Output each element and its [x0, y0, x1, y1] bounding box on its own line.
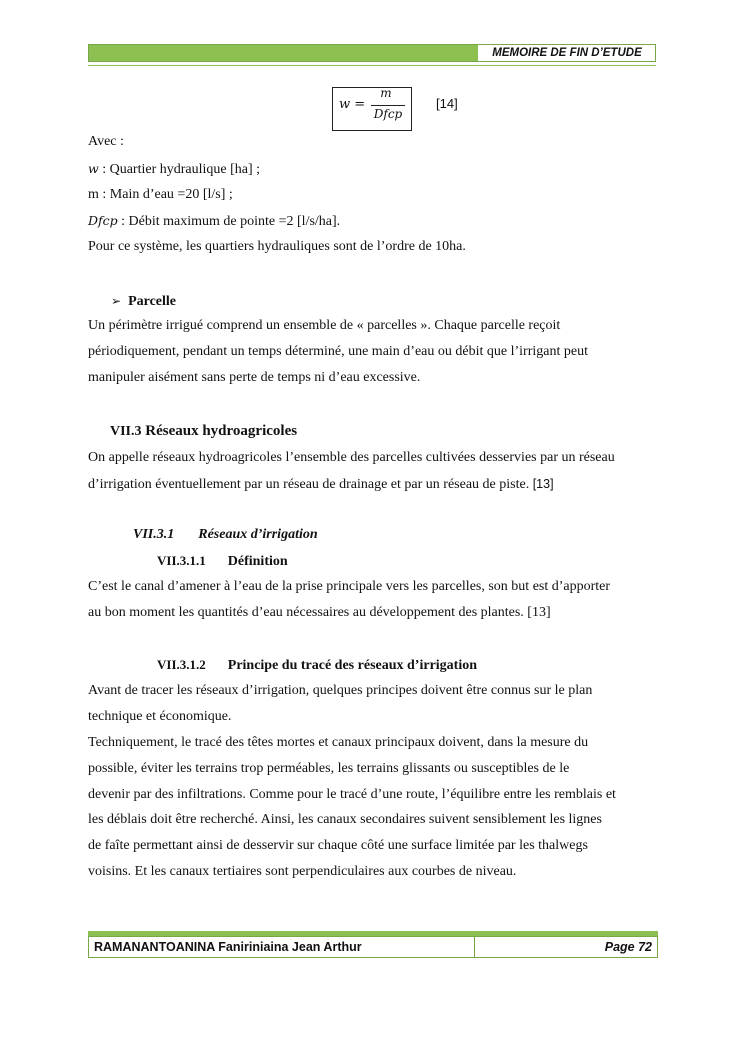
section-title: Réseaux hydroagricoles — [145, 423, 298, 439]
subsection-number: VII.3.1 — [133, 527, 175, 542]
definition-w-text: : Quartier hydraulique [ha] ; — [98, 162, 261, 177]
formula-fraction-bar — [371, 105, 405, 106]
formula-lhs: w = — [339, 97, 366, 112]
principe-line-3: Techniquement, le tracé des têtes mortes et canaux principaux doivent, dans la mesure du — [88, 735, 589, 750]
parcelle-heading — [111, 292, 176, 311]
heading-number: VII.3.1.2 — [157, 657, 206, 672]
section-heading-vii3 — [110, 421, 297, 442]
parcelle-line-3: manipuler aisément sans perte de temps ni d’eau excessive. — [88, 370, 421, 385]
principe-line-8: voisins. Et les canaux tertiaires sont perpendiculaires aux courbes de niveau. — [88, 864, 517, 879]
vii3-reference: [13] — [532, 477, 554, 491]
avec-label: Avec : — [88, 134, 124, 149]
header-title: MEMOIRE DE FIN D’ETUDE — [492, 47, 642, 59]
parcelle-title: Parcelle — [128, 294, 176, 309]
parcelle-line-1: Un périmètre irrigué comprend un ensemble de « parcelles ». Chaque parcelle reçoit — [88, 318, 561, 333]
definition-m: m : Main d’eau =20 [l/s] ; — [88, 187, 233, 202]
principe-line-1: Avant de tracer les réseaux d’irrigation, quelques principes doivent être connus sur le plan — [88, 683, 593, 698]
definition-line-1: C’est le canal d’amener à l’eau de la prise principale vers les parcelles, son but est d’apporter — [88, 579, 611, 594]
principe-line-2: technique et économique. — [88, 709, 232, 724]
section-number: VII.3 — [110, 424, 142, 439]
arrow-bullet-icon: ➢ — [111, 294, 122, 308]
footer-divider — [474, 936, 475, 958]
header-rule — [88, 65, 656, 66]
definition-dfcp-text: : Débit maximum de pointe =2 [l/s/ha]. — [117, 214, 341, 229]
definition-line-2: au bon moment les quantités d’eau nécessaires au développement des plantes. [13] — [88, 605, 551, 620]
heading-title: Principe du tracé des réseaux d’irrigation — [227, 658, 478, 673]
formula-numerator: m — [380, 86, 392, 100]
parcelle-line-2: périodiquement, pendant un temps déterminé, une main d’eau ou débit que l’irrigant peut — [88, 344, 588, 359]
formula-reference: [14] — [436, 96, 458, 111]
vii3-line-2 — [88, 475, 554, 494]
formula-denominator: Dfcp — [373, 107, 403, 121]
subsection-title: Réseaux d’irrigation — [198, 527, 318, 542]
subsection-heading-vii31 — [133, 526, 318, 544]
principe-line-7: de faîte permettant ainsi de desservir sur chaque côté une surface limitée par les thalwegs — [88, 838, 588, 853]
heading-number: VII.3.1.1 — [157, 553, 206, 568]
vii3-line-1: On appelle réseaux hydroagricoles l’ensemble des parcelles cultivées desservies par un réseau — [88, 450, 615, 465]
definition-w — [88, 160, 260, 179]
definition-dfcp — [88, 212, 340, 231]
systeme-paragraph: Pour ce système, les quartiers hydrauliques sont de l’ordre de 10ha. — [88, 239, 466, 254]
heading-vii3112 — [157, 656, 477, 675]
symbol-w: w — [88, 161, 99, 176]
heading-vii3111 — [157, 552, 288, 571]
symbol-dfcp: Dfcp — [88, 213, 118, 228]
vii3-line-2-text: d’irrigation éventuellement par un réseau de drainage et par un réseau de piste. — [88, 477, 533, 492]
principe-line-6: les déblais doit être recherché. Ainsi, les canaux secondaires suivent sensiblement les lignes — [88, 812, 602, 827]
footer-page-number: Page 72 — [604, 940, 652, 954]
principe-line-5: devenir par des infiltrations. Comme pour le tracé d’une route, l’équilibre entre les remblais et — [88, 787, 616, 802]
footer-author: RAMANANTOANINA Faniriniaina Jean Arthur — [94, 940, 362, 954]
heading-title: Définition — [227, 554, 288, 569]
principe-line-4: possible, éviter les terrains trop perméables, les terrains glissants ou susceptibles de le — [88, 761, 570, 776]
